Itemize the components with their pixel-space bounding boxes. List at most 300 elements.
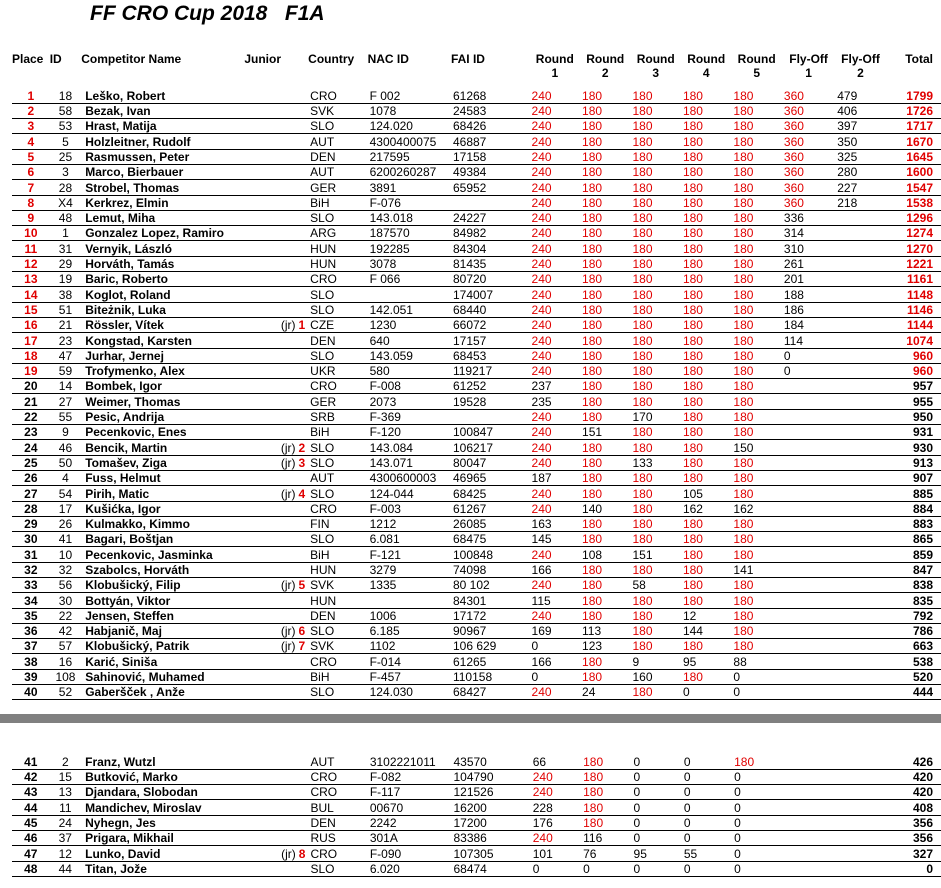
flyoff-2-cell <box>835 470 885 485</box>
round-5-cell: 0 <box>732 830 782 845</box>
flyoff-1-cell: 261 <box>782 256 835 271</box>
round-2-cell: 180 <box>580 272 630 287</box>
header-round-3: Round 3 <box>636 52 675 80</box>
junior-cell <box>244 800 308 815</box>
nac-id-cell: 142.051 <box>368 302 451 317</box>
header-flyoff-2: Fly-Off 2 <box>841 52 880 80</box>
total-cell: 327 <box>885 846 941 861</box>
competitor-name-cell: Nyhegn, Jes <box>81 815 244 830</box>
competitor-name-cell: Rössler, Vítek <box>81 317 244 332</box>
total-cell: 1799 <box>886 88 941 103</box>
flyoff-1-cell <box>783 830 836 845</box>
fai-id-cell: 46965 <box>451 470 530 485</box>
round-4-cell: 180 <box>681 348 731 363</box>
nac-id-cell: 4300400075 <box>368 134 451 149</box>
flyoff-1-cell: 360 <box>782 88 835 103</box>
round-5-cell: 180 <box>731 302 781 317</box>
round-5-cell: 180 <box>731 226 781 241</box>
round-1-cell: 240 <box>530 88 580 103</box>
round-1-cell: 240 <box>530 547 580 562</box>
country-cell: SVK <box>308 578 367 593</box>
flyoff-2-cell <box>835 272 885 287</box>
junior-prefix: (jr) <box>280 440 296 455</box>
junior-cell <box>244 685 308 700</box>
round-3-cell: 180 <box>630 623 680 638</box>
round-1-cell: 240 <box>530 180 580 195</box>
competitor-name-cell: Biteżnik, Luka <box>81 302 244 317</box>
nac-id-cell: 143.084 <box>368 440 451 455</box>
fai-id-cell: 46887 <box>451 134 530 149</box>
id-cell: 31 <box>50 241 82 256</box>
junior-rank: 8 <box>298 846 306 861</box>
table-row <box>12 470 941 485</box>
id-cell: 58 <box>50 103 82 118</box>
flyoff-2-cell <box>835 363 885 378</box>
table-row <box>12 302 941 317</box>
flyoff-2-cell <box>835 861 885 876</box>
round-4-cell: 180 <box>681 562 731 577</box>
round-4-cell: 180 <box>681 317 731 332</box>
total-cell: 885 <box>886 486 941 501</box>
id-cell: 16 <box>50 654 82 669</box>
competitor-name-cell: Klobušický, Filip <box>81 578 244 593</box>
flyoff-1-cell <box>782 562 835 577</box>
nac-id-cell: 143.018 <box>368 210 451 225</box>
place-cell: 1 <box>12 88 50 103</box>
id-cell: 108 <box>50 669 82 684</box>
round-3-cell: 180 <box>630 639 680 654</box>
total-cell: 1645 <box>886 149 941 164</box>
flyoff-2-cell: 406 <box>835 103 885 118</box>
round-3-cell: 180 <box>630 149 680 164</box>
header-place: Place <box>12 52 44 66</box>
country-cell: HUN <box>308 562 367 577</box>
round-5-cell: 180 <box>731 455 781 470</box>
round-4-cell: 180 <box>681 210 731 225</box>
competitor-name-cell: Djandara, Slobodan <box>81 785 244 800</box>
country-cell: FIN <box>308 516 367 531</box>
nac-id-cell: F-090 <box>368 846 452 861</box>
header-total: Total <box>905 52 933 66</box>
round-3-cell: 0 <box>632 785 682 800</box>
id-cell: 1 <box>50 226 82 241</box>
table-row <box>12 846 941 861</box>
table-row <box>12 608 941 623</box>
competitor-name-cell: Fuss, Helmut <box>81 470 244 485</box>
id-cell: 50 <box>50 455 82 470</box>
round-1-cell: 240 <box>530 226 580 241</box>
round-3-cell: 0 <box>632 861 682 876</box>
country-cell: CRO <box>308 272 367 287</box>
round-4-cell: 180 <box>681 470 731 485</box>
id-cell: 32 <box>50 562 82 577</box>
round-2-cell: 180 <box>581 754 631 769</box>
table-row <box>12 317 941 332</box>
round-5-cell: 180 <box>731 394 781 409</box>
place-cell: 42 <box>12 769 50 784</box>
flyoff-1-cell <box>782 440 835 455</box>
table-row <box>12 593 941 608</box>
fai-id-cell: 49384 <box>451 164 530 179</box>
country-cell: UKR <box>308 363 367 378</box>
round-4-cell: 0 <box>682 830 732 845</box>
competitor-name-cell: Kulmakko, Kimmo <box>81 516 244 531</box>
nac-id-cell <box>368 593 451 608</box>
fai-id-cell: 74098 <box>451 562 530 577</box>
round-3-cell: 180 <box>630 440 680 455</box>
round-5-cell: 180 <box>731 103 781 118</box>
country-cell: GER <box>308 394 367 409</box>
flyoff-1-cell <box>783 800 836 815</box>
flyoff-2-cell: 350 <box>835 134 885 149</box>
id-cell: 51 <box>50 302 82 317</box>
nac-id-cell: 143.059 <box>368 348 451 363</box>
country-cell: SLO <box>308 455 367 470</box>
junior-cell <box>244 134 308 149</box>
fai-id-cell: 121526 <box>451 785 530 800</box>
round-2-cell: 180 <box>580 654 630 669</box>
id-cell: 59 <box>50 363 82 378</box>
round-1-cell: 240 <box>530 149 580 164</box>
flyoff-2-cell <box>835 333 885 348</box>
fai-id-cell: 110158 <box>451 669 530 684</box>
table-row <box>12 578 941 593</box>
junior-rank: 3 <box>298 455 306 470</box>
nac-id-cell: 2073 <box>368 394 451 409</box>
place-cell: 39 <box>12 669 50 684</box>
round-2-cell: 180 <box>580 210 630 225</box>
country-cell: SLO <box>308 486 367 501</box>
round-5-cell: 180 <box>731 272 781 287</box>
table-row <box>12 425 941 440</box>
competitor-name-cell: Gaberšček , Anže <box>81 685 244 700</box>
fai-id-cell: 68425 <box>451 486 530 501</box>
id-cell: 55 <box>50 409 82 424</box>
place-cell: 33 <box>12 578 50 593</box>
total-cell: 930 <box>886 440 941 455</box>
round-1-cell: 240 <box>530 272 580 287</box>
junior-cell <box>244 363 308 378</box>
id-cell: 28 <box>50 180 82 195</box>
flyoff-1-cell: 336 <box>782 210 835 225</box>
results-body-continued <box>12 754 941 876</box>
total-cell: 884 <box>886 501 941 516</box>
country-cell: SLO <box>308 348 367 363</box>
table-row <box>12 861 941 876</box>
junior-cell <box>244 88 308 103</box>
round-5-cell: 180 <box>731 287 781 302</box>
id-cell: 56 <box>50 578 82 593</box>
nac-id-cell: 6.081 <box>368 532 451 547</box>
fai-id-cell: 80047 <box>451 455 530 470</box>
nac-id-cell: 124.020 <box>368 119 451 134</box>
flyoff-1-cell <box>782 623 835 638</box>
competitor-name-cell: Weimer, Thomas <box>81 394 244 409</box>
flyoff-1-cell <box>782 455 835 470</box>
id-cell: 42 <box>50 623 82 638</box>
round-2-cell: 180 <box>580 486 630 501</box>
fai-id-cell: 80720 <box>451 272 530 287</box>
round-5-cell: 180 <box>731 164 781 179</box>
round-1-cell: 240 <box>530 409 580 424</box>
round-1-cell: 240 <box>530 486 580 501</box>
round-1-cell: 240 <box>530 440 580 455</box>
junior-cell <box>244 623 308 638</box>
round-4-cell: 180 <box>681 578 731 593</box>
round-2-cell: 180 <box>580 562 630 577</box>
competitor-name-cell: Tomašev, Ziga <box>81 455 244 470</box>
round-4-cell: 180 <box>681 134 731 149</box>
round-5-cell: 180 <box>731 409 781 424</box>
flyoff-1-cell <box>782 425 835 440</box>
round-1-cell: 240 <box>530 333 580 348</box>
id-cell: 44 <box>50 861 82 876</box>
flyoff-2-cell <box>835 639 885 654</box>
nac-id-cell: 1078 <box>368 103 451 118</box>
flyoff-1-cell <box>783 769 836 784</box>
junior-cell <box>244 501 308 516</box>
round-2-cell: 180 <box>580 302 630 317</box>
fai-id-cell: 19528 <box>451 394 530 409</box>
nac-id-cell: 6.185 <box>368 623 451 638</box>
round-4-cell: 180 <box>681 669 731 684</box>
fai-id-cell: 106 629 <box>451 639 530 654</box>
fai-id-cell: 84301 <box>451 593 530 608</box>
round-3-cell: 180 <box>630 379 680 394</box>
junior-cell <box>244 103 308 118</box>
flyoff-2-cell: 280 <box>835 164 885 179</box>
junior-cell <box>244 769 308 784</box>
table-row <box>12 440 941 455</box>
results-table-continued <box>12 754 941 877</box>
junior-cell <box>244 639 308 654</box>
round-3-cell: 180 <box>630 501 680 516</box>
header-name: Competitor Name <box>81 52 182 66</box>
round-2-cell: 180 <box>580 409 630 424</box>
competitor-name-cell: Baric, Roberto <box>81 272 244 287</box>
place-cell: 2 <box>12 103 50 118</box>
round-1-cell: 0 <box>530 639 580 654</box>
junior-prefix: (jr) <box>280 318 296 333</box>
flyoff-1-cell <box>782 685 835 700</box>
total-cell: 356 <box>885 830 941 845</box>
flyoff-1-cell <box>783 785 836 800</box>
competitor-name-cell: Bagari, Boštjan <box>81 532 244 547</box>
round-5-cell: 180 <box>731 195 781 210</box>
total-cell: 1717 <box>886 119 941 134</box>
flyoff-2-cell <box>835 241 885 256</box>
flyoff-2-cell <box>835 800 885 815</box>
header-fai-id: FAI ID <box>450 52 485 66</box>
round-2-cell: 180 <box>580 103 630 118</box>
fai-id-cell: 100848 <box>451 547 530 562</box>
junior-prefix: (jr) <box>280 639 296 654</box>
round-3-cell: 180 <box>630 88 680 103</box>
place-cell: 45 <box>12 815 50 830</box>
round-1-cell: 240 <box>530 164 580 179</box>
id-cell: 21 <box>50 317 82 332</box>
flyoff-2-cell: 397 <box>835 119 885 134</box>
round-2-cell: 180 <box>580 164 630 179</box>
country-cell: SVK <box>308 639 367 654</box>
round-3-cell: 180 <box>630 608 680 623</box>
junior-cell <box>244 455 308 470</box>
round-3-cell: 180 <box>630 134 680 149</box>
place-cell: 16 <box>12 317 50 332</box>
table-row <box>12 180 941 195</box>
competitor-name-cell: Leško, Robert <box>81 88 244 103</box>
flyoff-1-cell: 360 <box>782 134 835 149</box>
nac-id-cell: 4300600003 <box>368 470 451 485</box>
flyoff-1-cell: 360 <box>782 195 835 210</box>
total-cell: 960 <box>886 348 941 363</box>
competitor-name-cell: Prigara, Mikhail <box>81 830 244 845</box>
round-3-cell: 180 <box>630 103 680 118</box>
country-cell: SLO <box>308 119 367 134</box>
flyoff-1-cell: 360 <box>782 119 835 134</box>
junior-cell <box>244 470 308 485</box>
nac-id-cell: 301A <box>368 830 452 845</box>
round-4-cell: 180 <box>681 119 731 134</box>
total-cell: 883 <box>886 516 941 531</box>
header-nac-id: NAC ID <box>367 52 409 66</box>
flyoff-1-cell <box>782 379 835 394</box>
total-cell: 957 <box>886 379 941 394</box>
competitor-name-cell: Gonzalez Lopez, Ramiro <box>81 226 244 241</box>
id-cell: 25 <box>50 149 82 164</box>
place-cell: 25 <box>12 455 50 470</box>
flyoff-1-cell <box>782 409 835 424</box>
total-cell: 950 <box>886 409 941 424</box>
competitor-name-cell: Jurhar, Jernej <box>81 348 244 363</box>
round-3-cell: 151 <box>630 547 680 562</box>
nac-id-cell: 1006 <box>368 608 451 623</box>
junior-cell <box>244 409 308 424</box>
round-3-cell: 180 <box>630 333 680 348</box>
place-cell: 17 <box>12 333 50 348</box>
round-4-cell: 180 <box>681 272 731 287</box>
round-4-cell: 180 <box>681 149 731 164</box>
id-cell: 18 <box>50 88 82 103</box>
round-1-cell: 240 <box>531 785 581 800</box>
table-row <box>12 639 941 654</box>
fai-id-cell: 83386 <box>451 830 530 845</box>
total-cell: 859 <box>886 547 941 562</box>
flyoff-1-cell: 360 <box>782 180 835 195</box>
country-cell: ARG <box>308 226 367 241</box>
junior-cell <box>244 164 308 179</box>
page-title: FF CRO Cup 2018 F1A <box>90 2 325 25</box>
round-4-cell: 180 <box>681 516 731 531</box>
table-row <box>12 486 941 501</box>
table-row <box>12 134 941 149</box>
round-5-cell: 180 <box>731 241 781 256</box>
competitor-name-cell: Habjanič, Maj <box>81 623 244 638</box>
id-cell: X4 <box>50 195 82 210</box>
round-1-cell: 237 <box>530 379 580 394</box>
junior-cell <box>244 547 308 562</box>
table-row <box>12 800 941 815</box>
round-5-cell: 180 <box>731 486 781 501</box>
round-5-cell: 180 <box>731 317 781 332</box>
round-3-cell: 180 <box>630 363 680 378</box>
table-row <box>12 210 941 225</box>
junior-prefix: (jr) <box>280 486 296 501</box>
nac-id-cell: F 066 <box>368 272 451 287</box>
round-2-cell: 180 <box>580 440 630 455</box>
round-3-cell: 180 <box>630 164 680 179</box>
flyoff-1-cell <box>782 578 835 593</box>
round-2-cell: 180 <box>580 669 630 684</box>
competitor-name-cell: Szabolcs, Horváth <box>81 562 244 577</box>
round-2-cell: 123 <box>580 639 630 654</box>
place-cell: 6 <box>12 164 50 179</box>
header-flyoff-1: Fly-Off 1 <box>789 52 828 80</box>
nac-id-cell: F-120 <box>368 425 451 440</box>
flyoff-2-cell <box>835 287 885 302</box>
nac-id-cell: F-369 <box>368 409 451 424</box>
id-cell: 11 <box>50 800 82 815</box>
round-3-cell: 180 <box>630 119 680 134</box>
table-row <box>12 409 941 424</box>
junior-rank: 7 <box>298 639 306 654</box>
total-cell: 520 <box>886 669 941 684</box>
round-4-cell: 180 <box>681 103 731 118</box>
country-cell: DEN <box>308 815 367 830</box>
competitor-name-cell: Pecenkovic, Jasminka <box>81 547 244 562</box>
nac-id-cell: 1230 <box>368 317 451 332</box>
flyoff-2-cell <box>835 256 885 271</box>
total-cell: 0 <box>885 861 941 876</box>
place-cell: 10 <box>12 226 50 241</box>
country-cell: SLO <box>308 623 367 638</box>
total-cell: 786 <box>886 623 941 638</box>
nac-id-cell: 3102221011 <box>368 754 452 769</box>
junior-cell <box>244 287 308 302</box>
country-cell: HUN <box>308 256 367 271</box>
id-cell: 54 <box>50 486 82 501</box>
id-cell: 13 <box>50 785 82 800</box>
place-cell: 40 <box>12 685 50 700</box>
round-2-cell: 180 <box>580 256 630 271</box>
junior-cell <box>244 516 308 531</box>
table-row <box>12 830 941 845</box>
flyoff-1-cell <box>783 815 836 830</box>
round-2-cell: 180 <box>580 149 630 164</box>
round-4-cell: 180 <box>681 195 731 210</box>
flyoff-1-cell: 114 <box>782 333 835 348</box>
round-5-cell: 180 <box>731 608 781 623</box>
competitor-name-cell: Pesic, Andrija <box>81 409 244 424</box>
flyoff-2-cell <box>835 226 885 241</box>
table-row <box>12 623 941 638</box>
total-cell: 1726 <box>886 103 941 118</box>
junior-rank: 4 <box>298 486 306 501</box>
round-4-cell: 0 <box>682 769 732 784</box>
country-cell: BiH <box>308 425 367 440</box>
fai-id-cell: 81435 <box>451 256 530 271</box>
round-5-cell: 180 <box>731 333 781 348</box>
round-2-cell: 180 <box>580 470 630 485</box>
round-1-cell: 240 <box>530 363 580 378</box>
round-1-cell: 240 <box>530 287 580 302</box>
place-cell: 13 <box>12 272 50 287</box>
fai-id-cell: 65952 <box>451 180 530 195</box>
round-5-cell: 150 <box>731 440 781 455</box>
flyoff-2-cell <box>835 685 885 700</box>
round-4-cell: 180 <box>681 302 731 317</box>
place-cell: 26 <box>12 470 50 485</box>
